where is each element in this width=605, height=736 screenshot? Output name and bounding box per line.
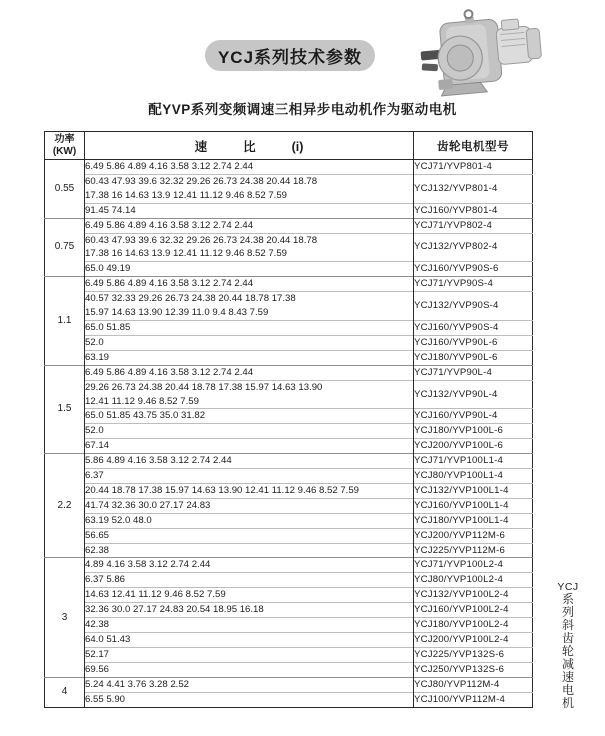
model-cell: YCJ71/YVP100L1-4 xyxy=(414,454,533,469)
model-cell: YCJ180/YVP100L-6 xyxy=(414,424,533,439)
table-row xyxy=(45,483,533,498)
ratio-line: 69.56 xyxy=(85,663,110,675)
table-row xyxy=(45,513,533,528)
ratio-line: 5.86 4.89 4.16 3.58 3.12 2.74 2.44 xyxy=(85,455,232,467)
ratio-cell xyxy=(85,439,414,454)
table-row xyxy=(45,277,533,292)
table-row xyxy=(45,454,533,469)
ratio-line: 64.0 51.43 xyxy=(85,634,131,645)
page-title xyxy=(205,40,375,71)
model-cell: YCJ71/YVP90S-4 xyxy=(414,277,533,292)
ratio-line: 17.38 16 14.63 13.9 12.41 11.12 9.46 8.52 7.59 xyxy=(85,189,288,201)
ratio-line: 65.0 51.85 xyxy=(85,321,131,333)
ratio-line: 12.41 11.12 9.46 8.52 7.59 xyxy=(85,395,199,407)
ratio-line: 67.14 xyxy=(85,440,110,452)
ratio-line: 6.55 5.90 xyxy=(85,693,126,705)
ratio-line: 41.74 32.36 30.0 27.17 24.83 xyxy=(85,499,211,511)
ratio-line: 4.89 4.16 3.58 3.12 2.74 2.44 xyxy=(85,559,211,571)
ratio-line: 32.36 30.0 27.17 24.83 20.54 18.95 16.18 xyxy=(85,604,264,616)
model-cell: YCJ200/YVP100L2-4 xyxy=(414,633,533,648)
ratio-line: 15.97 14.63 13.90 12.39 11.0 9.4 8.43 7.59 xyxy=(85,307,269,319)
table-row xyxy=(45,380,533,409)
model-cell: YCJ200/YVP100L-6 xyxy=(414,439,533,454)
table-row xyxy=(45,335,533,350)
table-row xyxy=(45,320,533,335)
model-cell: YCJ200/YVP112M-6 xyxy=(414,528,533,543)
column-header-ratio: 速 比 (i) xyxy=(85,132,414,160)
ratio-line: 52.0 xyxy=(85,336,104,348)
ratio-cell xyxy=(85,233,414,262)
table-row xyxy=(45,160,533,175)
ratio-cell xyxy=(85,543,414,558)
model-cell: YCJ180/YVP90L-6 xyxy=(414,350,533,365)
ratio-line: 6.49 5.86 4.89 4.16 3.58 3.12 2.74 2.44 xyxy=(85,278,254,290)
ratio-cell xyxy=(85,277,414,292)
ratio-cell xyxy=(85,588,414,603)
gear-motor-photo-icon xyxy=(418,4,550,98)
model-cell: YCJ132/YVP100L2-4 xyxy=(414,588,533,603)
ratio-line: 62.38 xyxy=(85,544,110,556)
ratio-line: 6.37 5.86 xyxy=(85,574,126,586)
model-cell: YCJ160/YVP90L-6 xyxy=(414,335,533,350)
ratio-cell xyxy=(85,528,414,543)
side-label-char: 斜 xyxy=(561,618,574,632)
table-row xyxy=(45,588,533,603)
table-row xyxy=(45,618,533,633)
ratio-cell xyxy=(85,409,414,424)
power-cell: 4 xyxy=(45,677,85,707)
model-cell: YCJ71/YVP802-4 xyxy=(414,218,533,233)
model-cell: YCJ132/YVP802-4 xyxy=(414,233,533,262)
model-cell: YCJ132/YVP90S-4 xyxy=(414,292,533,321)
eyebolt xyxy=(464,10,473,19)
model-cell: YCJ132/YVP801-4 xyxy=(414,174,533,203)
ratio-line: 6.37 xyxy=(85,470,104,482)
ratio-cell xyxy=(85,603,414,618)
ratio-line: 63.19 xyxy=(85,351,110,363)
side-label-char: 机 xyxy=(561,696,574,710)
table-row xyxy=(45,543,533,558)
side-label-char: 电 xyxy=(561,683,574,697)
model-cell: YCJ160/YVP90L-4 xyxy=(414,409,533,424)
model-cell: YCJ225/YVP132S-6 xyxy=(414,647,533,662)
ratio-cell xyxy=(85,469,414,484)
model-cell: YCJ250/YVP132S-6 xyxy=(414,662,533,677)
ratio-line: 65.0 51.85 43.75 35.0 31.82 xyxy=(85,410,206,422)
ratio-line: 17.38 16 14.63 13.9 12.41 11.12 9.46 8.52 7.59 xyxy=(85,248,288,260)
column-header-power xyxy=(45,132,85,160)
ratio-cell xyxy=(85,203,414,218)
model-cell: YCJ160/YVP801-4 xyxy=(414,203,533,218)
ratio-cell xyxy=(85,292,414,321)
side-label-char: 系 xyxy=(561,592,574,606)
subtitle: 配YVP系列变频调速三相异步电动机作为驱动电机 xyxy=(148,102,457,117)
table-row xyxy=(45,218,533,233)
ratio-line: 52.0 xyxy=(85,425,104,437)
table-header-row xyxy=(45,132,533,160)
ratio-cell xyxy=(85,350,414,365)
power-cell: 0.55 xyxy=(54,182,75,194)
ratio-line: 6.49 5.86 4.89 4.16 3.58 3.12 2.74 2.44 xyxy=(85,219,254,231)
table-row xyxy=(45,558,533,573)
ratio-cell xyxy=(85,454,414,469)
table-row xyxy=(45,677,533,692)
ratio-cell xyxy=(85,618,414,633)
ratio-cell xyxy=(85,498,414,513)
ratio-cell xyxy=(85,218,414,233)
side-label-char: 速 xyxy=(561,670,574,684)
ratio-cell xyxy=(85,380,414,409)
ratio-cell xyxy=(85,174,414,203)
spec-table-body xyxy=(45,160,533,708)
table-row xyxy=(45,469,533,484)
ratio-line: 29.26 26.73 24.38 20.44 18.78 17.38 15.97 14.63 13.90 xyxy=(85,381,323,393)
table-row xyxy=(45,365,533,380)
ratio-line: 63.19 52.0 48.0 xyxy=(85,514,152,526)
side-label-char: 齿 xyxy=(561,631,574,645)
ratio-cell xyxy=(85,365,414,380)
ratio-line: 6.49 5.86 4.89 4.16 3.58 3.12 2.74 2.44 xyxy=(85,366,254,378)
ratio-cell xyxy=(85,558,414,573)
spec-table xyxy=(44,131,533,708)
model-cell: YCJ71/YVP100L2-4 xyxy=(414,558,533,573)
ratio-cell xyxy=(85,424,414,439)
table-row xyxy=(45,573,533,588)
ratio-line: 6.49 5.86 4.89 4.16 3.58 3.12 2.74 2.44 xyxy=(85,161,254,172)
model-cell: YCJ100/YVP112M-4 xyxy=(414,692,533,707)
ratio-cell xyxy=(85,320,414,335)
table-row xyxy=(45,647,533,662)
model-cell: YCJ160/YVP90S-4 xyxy=(414,320,533,335)
ratio-line: 14.63 12.41 11.12 9.46 8.52 7.59 xyxy=(85,589,226,601)
table-row xyxy=(45,350,533,365)
model-cell: YCJ80/YVP112M-4 xyxy=(414,677,533,692)
table-row xyxy=(45,233,533,262)
ratio-line: 52.17 xyxy=(85,648,110,660)
ratio-line: 40.57 32.33 29.26 26.73 24.38 20.44 18.78 17.38 xyxy=(85,293,296,305)
table-row xyxy=(45,203,533,218)
ratio-cell xyxy=(85,573,414,588)
column-header-model: 齿轮电机型号 xyxy=(414,132,533,160)
table-row xyxy=(45,439,533,454)
model-cell: YCJ160/YVP100L1-4 xyxy=(414,498,533,513)
ratio-line: 5.24 4.41 3.76 3.28 2.52 xyxy=(85,678,190,690)
page-title-text: YCJ系列技术参数 xyxy=(217,48,363,67)
ratio-cell xyxy=(85,483,414,498)
model-cell: YCJ71/YVP90L-4 xyxy=(414,365,533,380)
ratio-line: 20.44 18.78 17.38 15.97 14.63 13.90 12.41 11.12 9.46 8.52 7.59 xyxy=(85,484,360,496)
model-cell: YCJ180/YVP100L2-4 xyxy=(414,618,533,633)
ratio-cell xyxy=(85,513,414,528)
power-cell: 1.1 xyxy=(45,277,85,365)
ratio-cell xyxy=(85,662,414,677)
power-header-line2: (KW) xyxy=(52,145,77,157)
model-cell: YCJ225/YVP112M-6 xyxy=(414,543,533,558)
ratio-line: 65.0 49.19 xyxy=(85,263,131,275)
ratio-cell xyxy=(85,160,414,175)
table-row xyxy=(45,528,533,543)
model-cell: YCJ80/YVP100L1-4 xyxy=(414,469,533,484)
power-cell: 2.2 xyxy=(45,454,85,558)
table-row xyxy=(45,498,533,513)
power-cell: 0.75 xyxy=(45,218,85,277)
model-cell: YCJ80/YVP100L2-4 xyxy=(414,573,533,588)
ratio-line: 60.43 47.93 39.6 32.32 29.26 26.73 24.38 20.44 18.78 xyxy=(85,234,318,246)
table-row xyxy=(45,662,533,677)
model-cell: YCJ132/YVP90L-4 xyxy=(414,380,533,409)
table-row xyxy=(45,409,533,424)
model-cell: YCJ160/YVP90S-6 xyxy=(414,262,533,277)
ratio-cell xyxy=(85,633,414,648)
table-row xyxy=(45,262,533,277)
model-cell: YCJ132/YVP100L1-4 xyxy=(414,483,533,498)
side-label-char: 轮 xyxy=(561,644,574,658)
table-row xyxy=(45,603,533,618)
model-cell: YCJ71/YVP801-4 xyxy=(414,160,533,175)
model-cell: YCJ180/YVP100L1-4 xyxy=(414,513,533,528)
table-row xyxy=(45,692,533,707)
power-cell: 3 xyxy=(45,558,85,677)
table-row xyxy=(45,424,533,439)
power-cell: 1.5 xyxy=(45,365,85,453)
ratio-cell xyxy=(85,692,414,707)
model-cell: YCJ160/YVP100L2-4 xyxy=(414,603,533,618)
side-label-char: 减 xyxy=(561,657,574,671)
ratio-cell xyxy=(85,262,414,277)
table-row xyxy=(45,174,533,203)
side-label-char: 列 xyxy=(561,605,574,619)
ratio-cell xyxy=(85,647,414,662)
series-side-label xyxy=(554,581,582,710)
ratio-cell xyxy=(85,677,414,692)
ratio-cell xyxy=(85,335,414,350)
ratio-line: 42.38 xyxy=(85,619,110,631)
table-row xyxy=(45,633,533,648)
power-header-line1: 功率 xyxy=(54,134,75,145)
ratio-line: 56.65 xyxy=(85,529,110,541)
table-row xyxy=(45,292,533,321)
ratio-line: 91.45 74.14 xyxy=(85,204,136,216)
side-label-char: YCJ xyxy=(557,581,579,593)
ratio-line: 60.43 47.93 39.6 32.32 29.26 26.73 24.38 20.44 18.78 xyxy=(85,175,318,187)
